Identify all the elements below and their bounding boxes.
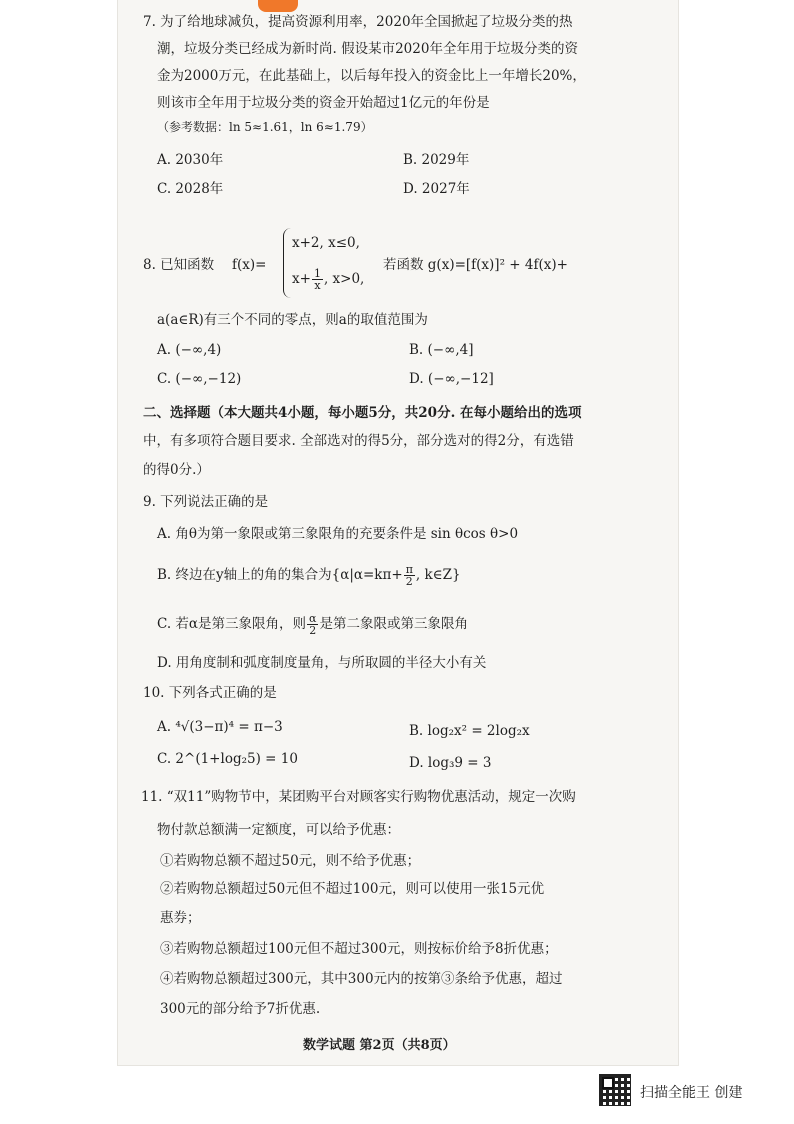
section2-line1: 二、选择题（本大题共4小题，每小题5分，共20分. 在每小题给出的选项 bbox=[143, 405, 582, 421]
q11-line1: 11. “双11”购物节中，某团购平台对顾客实行购物优惠活动，规定一次购 bbox=[141, 789, 576, 805]
q11-rule3: ③若购物总额超过100元但不超过300元，则按标价给予8折优惠； bbox=[160, 941, 558, 957]
section2-line3: 的得0分.） bbox=[143, 462, 210, 478]
q7-line3: 金为2000万元，在此基础上，以后每年投入的资金比上一年增长20%， bbox=[157, 68, 586, 84]
page-footer: 数学试题 第2页（共8页） bbox=[303, 1038, 456, 1053]
q9-c-frac bbox=[307, 613, 318, 636]
q9-b-num: π bbox=[405, 563, 413, 576]
q7-line2: 潮，垃圾分类已经成为新时尚. 假设某市2020年全年用于垃圾分类的资 bbox=[157, 41, 578, 57]
q8-case2 bbox=[292, 268, 364, 291]
q7-option-d: D. 2027年 bbox=[403, 181, 470, 197]
q8-option-c: C. (−∞,−12) bbox=[157, 371, 242, 387]
section2-line2: 中，有多项符合题目要求. 全部选对的得5分，部分选对的得2分，有选错 bbox=[143, 433, 574, 449]
q11-rule2a: ②若购物总额超过50元但不超过100元，则可以使用一张15元优 bbox=[160, 881, 545, 897]
q8-lead: 8. 已知函数 bbox=[143, 257, 215, 273]
scanner-watermark: 扫描全能王 创建 bbox=[640, 1085, 743, 1101]
q9-c-pre: C. 若α是第三象限角，则 bbox=[157, 616, 307, 632]
q8-case2-frac bbox=[312, 268, 323, 291]
q9-b-post: , k∈Z} bbox=[415, 567, 461, 583]
q9-option-a: A. 角θ为第一象限或第三象限角的充要条件是 sin θcos θ>0 bbox=[157, 526, 519, 542]
q7-line1: 7. 为了给地球减负，提高资源利用率，2020年全国掀起了垃圾分类的热 bbox=[143, 14, 573, 30]
piecewise-brace bbox=[283, 228, 292, 298]
q9-c-den: 2 bbox=[309, 624, 317, 637]
q8-fx: f(x)= bbox=[232, 257, 267, 273]
q9-b-frac bbox=[404, 564, 415, 587]
q8-case2-den: x bbox=[314, 279, 321, 292]
q11-rule1: ①若购物总额不超过50元，则不给予优惠； bbox=[160, 853, 421, 869]
q10-option-a: A. ⁴√(3−π)⁴ = π−3 bbox=[157, 719, 283, 735]
q8-option-b: B. (−∞,4] bbox=[409, 342, 474, 358]
q9-b-den: 2 bbox=[405, 575, 413, 588]
q11-line2: 物付款总额满一定额度，可以给予优惠： bbox=[157, 822, 400, 838]
orange-tab-mark bbox=[258, 0, 298, 12]
q9-c-num: α bbox=[309, 612, 317, 625]
q7-option-c: C. 2028年 bbox=[157, 181, 224, 197]
q10-option-d: D. log₃9 = 3 bbox=[409, 755, 492, 771]
q7-line4: 则该市全年用于垃圾分类的资金开始超过1亿元的年份是 bbox=[157, 95, 490, 111]
q7-reference: （参考数据：ln 5≈1.61，ln 6≈1.79） bbox=[157, 120, 373, 134]
q7-option-b: B. 2029年 bbox=[403, 152, 470, 168]
q8-case1: x+2, x≤0, bbox=[292, 235, 360, 251]
q10-option-b: B. log₂x² = 2log₂x bbox=[409, 723, 530, 739]
q11-rule4b: 300元的部分给予7折优惠. bbox=[160, 1001, 321, 1017]
q11-rule2b: 惠券； bbox=[160, 910, 201, 926]
q8-case2-post: , x>0, bbox=[323, 271, 365, 287]
qr-code-icon bbox=[599, 1074, 631, 1106]
q8-option-a: A. (−∞,4) bbox=[157, 342, 222, 358]
q7-option-a: A. 2030年 bbox=[157, 152, 224, 168]
q9-option-c bbox=[157, 613, 468, 636]
q8-condition: 若函数 g(x)=[f(x)]² + 4f(x)+ bbox=[383, 257, 568, 273]
q10-stem: 10. 下列各式正确的是 bbox=[143, 685, 277, 701]
q9-c-post: 是第二象限或第三象限角 bbox=[319, 616, 468, 632]
q9-b-pre: B. 终边在y轴上的角的集合为{α|α=kπ+ bbox=[157, 567, 403, 583]
q11-rule4a: ④若购物总额超过300元，其中300元内的按第③条给予优惠，超过 bbox=[160, 971, 563, 987]
q8-case2-num: 1 bbox=[313, 267, 321, 280]
q8-line2: a(a∈R)有三个不同的零点，则a的取值范围为 bbox=[157, 312, 428, 328]
q8-option-d: D. (−∞,−12] bbox=[409, 371, 494, 387]
q10-option-c: C. 2^(1+log₂5) = 10 bbox=[157, 751, 298, 767]
q8-case2-pre: x+ bbox=[292, 271, 311, 287]
q9-option-d: D. 用角度制和弧度制度量角，与所取圆的半径大小有关 bbox=[157, 655, 487, 671]
q9-stem: 9. 下列说法正确的是 bbox=[143, 494, 269, 510]
q9-option-b bbox=[157, 564, 461, 587]
